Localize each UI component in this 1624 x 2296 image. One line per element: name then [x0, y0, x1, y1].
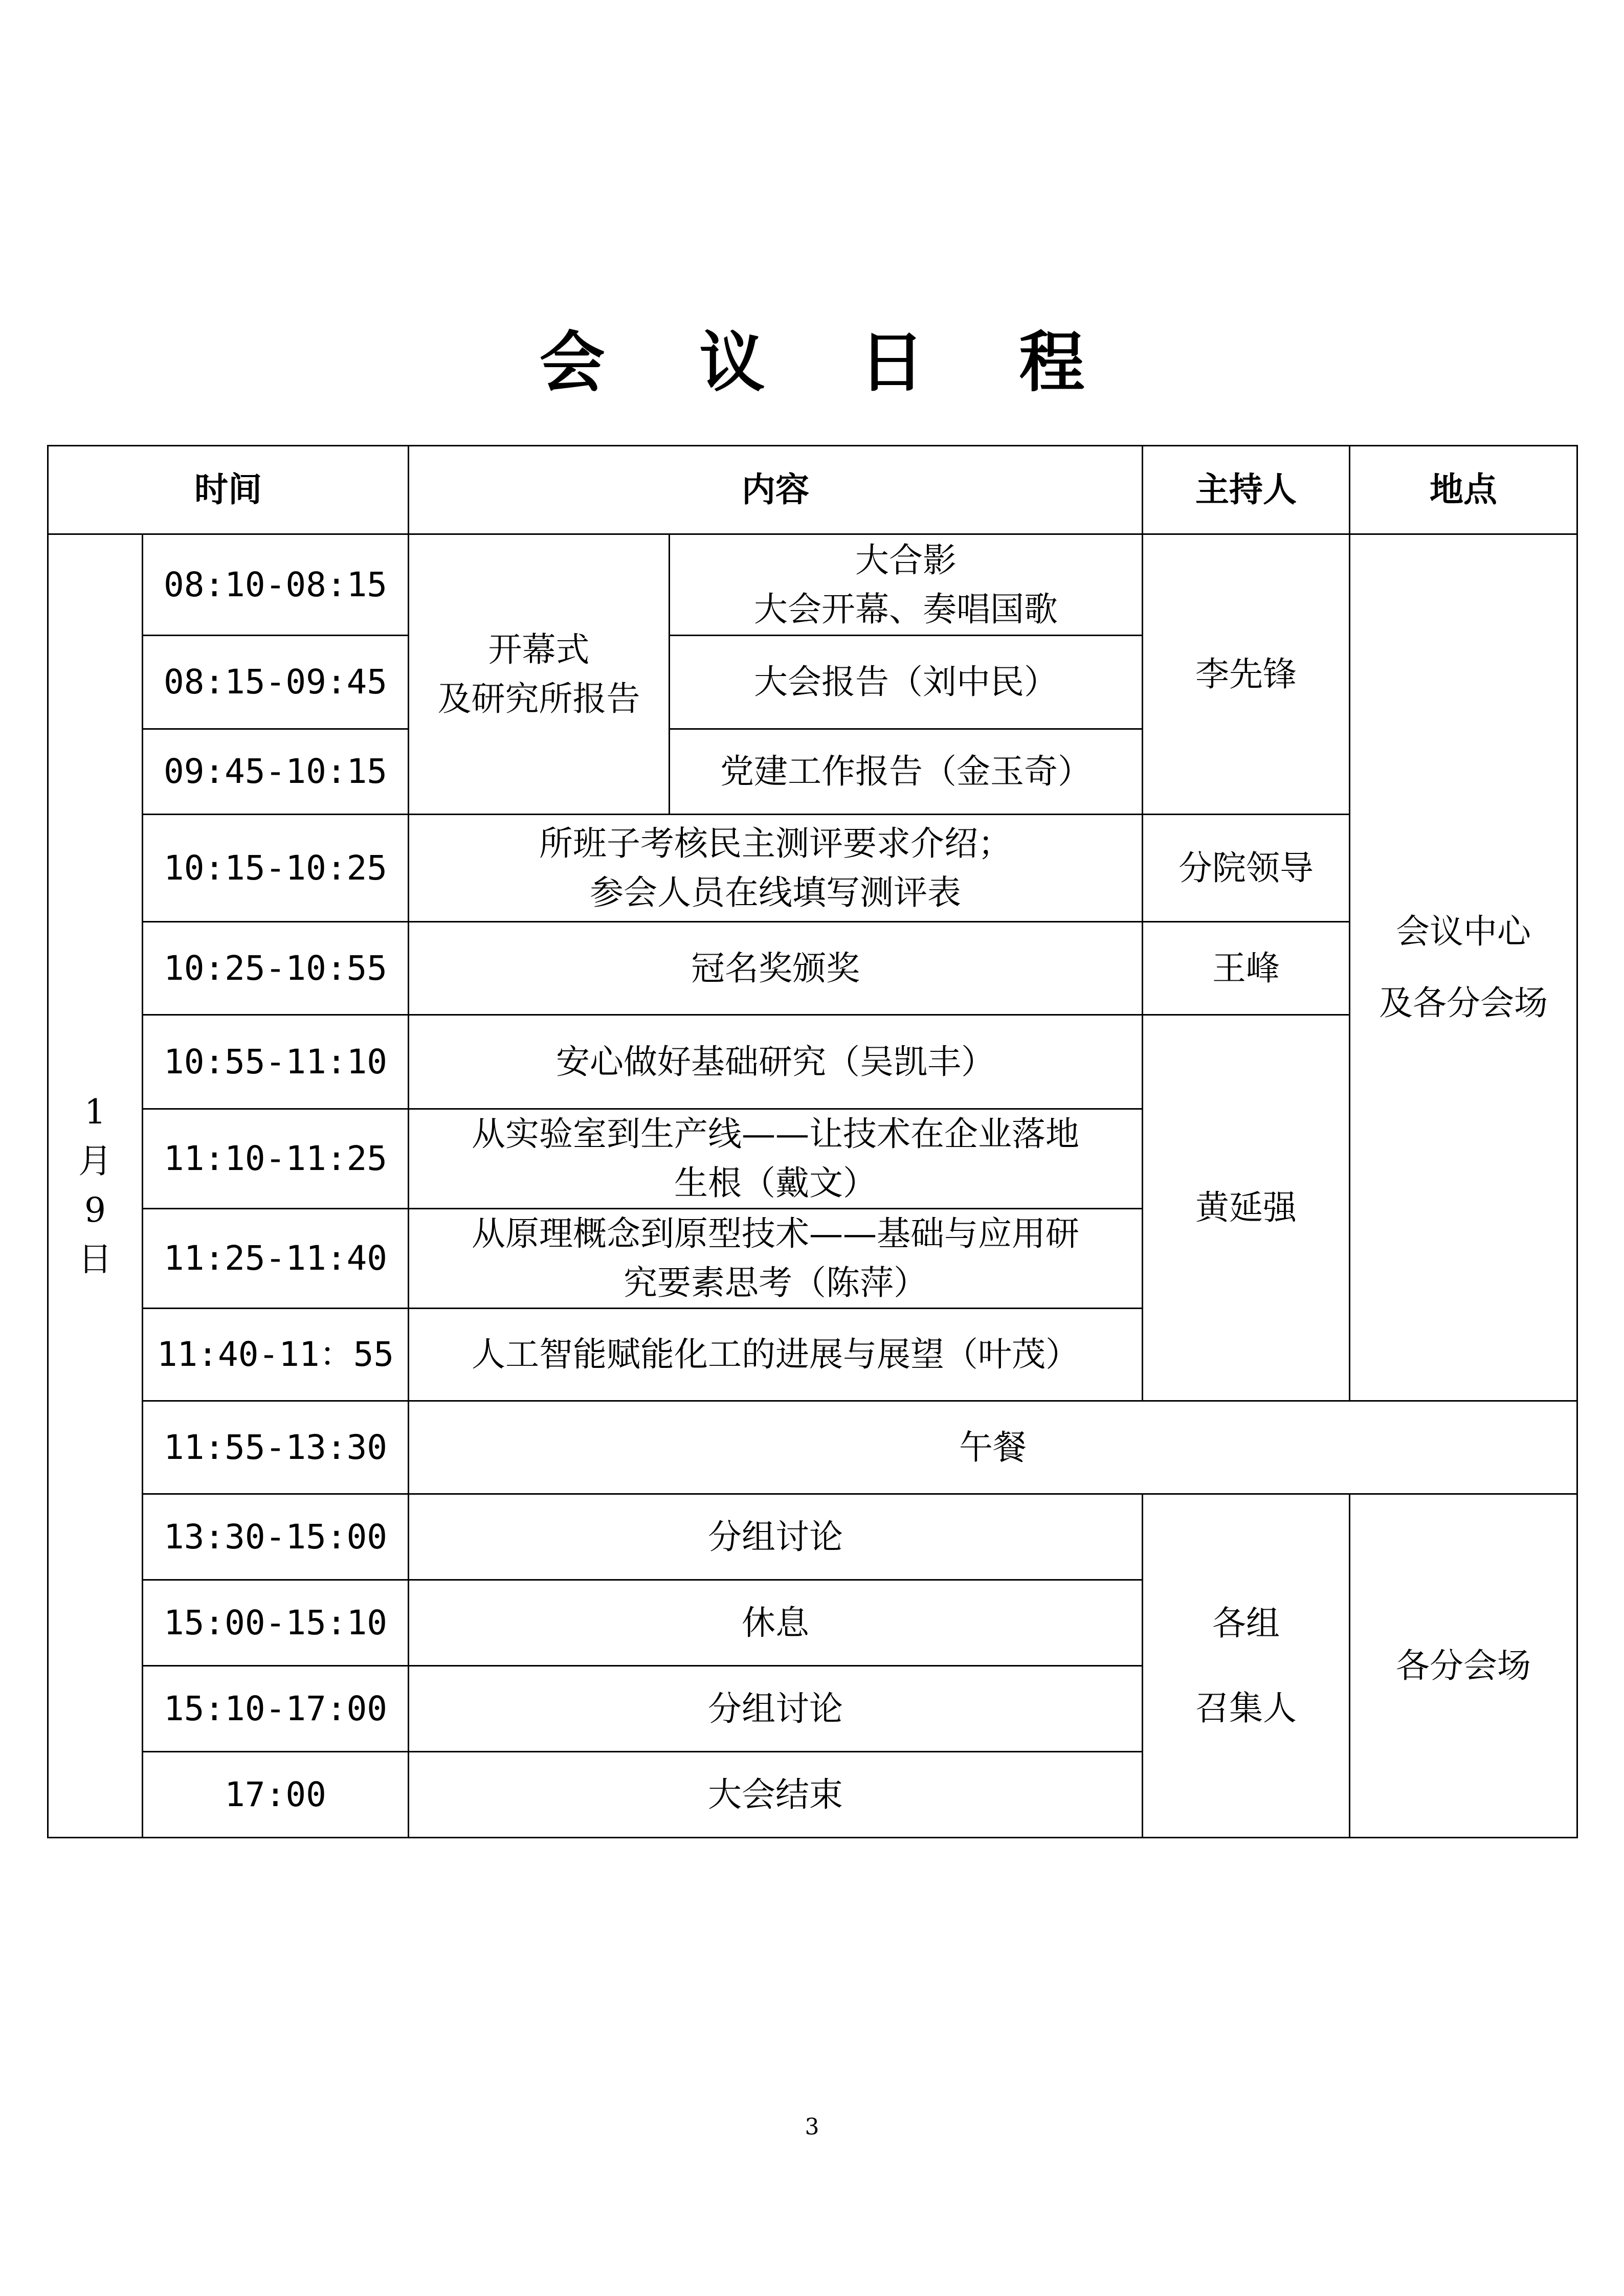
table-row [48, 1015, 1577, 1109]
content-cell: 分组讨论 [409, 1494, 1143, 1580]
header-host: 主持人 [1143, 446, 1350, 534]
header-content: 内容 [409, 446, 1143, 534]
content-cell: 党建工作报告（金玉奇） [670, 729, 1143, 815]
content-cell: 大会报告（刘中民） [670, 636, 1143, 729]
content-cell: 冠名奖颁奖 [409, 922, 1143, 1015]
time-cell: 15:10-17:00 [143, 1666, 409, 1752]
host-cell-award: 王峰 [1143, 922, 1350, 1015]
table-row [48, 534, 1577, 636]
time-cell: 11:25-11:40 [143, 1209, 409, 1309]
time-cell: 13:30-15:00 [143, 1494, 409, 1580]
host-cell-assessment: 分院领导 [1143, 815, 1350, 922]
location-cell-afternoon: 各分会场 [1350, 1494, 1577, 1838]
time-cell: 09:45-10:15 [143, 729, 409, 815]
session-opening-cell: 开幕式 及研究所报告 [409, 534, 670, 815]
content-cell: 分组讨论 [409, 1666, 1143, 1752]
host-cell-reports: 黄延强 [1143, 1015, 1350, 1401]
time-cell: 08:15-09:45 [143, 636, 409, 729]
time-cell: 15:00-15:10 [143, 1580, 409, 1666]
header-location: 地点 [1350, 446, 1577, 534]
table-row [48, 1494, 1577, 1580]
time-cell: 11:10-11:25 [143, 1109, 409, 1209]
date-cell: 1 月 9 日 [48, 534, 143, 1838]
lunch-cell: 午餐 [409, 1401, 1577, 1494]
content-cell: 大合影 大会开幕、奏唱国歌 [670, 534, 1143, 636]
location-cell-morning: 会议中心 及各分会场 [1350, 534, 1577, 1401]
page-title: 会 议 日 程 [539, 325, 1121, 401]
table-row [48, 1401, 1577, 1494]
schedule-table [47, 445, 1578, 1838]
host-cell-afternoon: 各组 召集人 [1143, 1494, 1350, 1838]
content-cell: 大会结束 [409, 1752, 1143, 1838]
table-header-row [48, 446, 1577, 534]
content-cell: 从原理概念到原型技术——基础与应用研 究要素思考（陈萍） [409, 1209, 1143, 1309]
time-cell: 10:15-10:25 [143, 815, 409, 922]
content-cell: 所班子考核民主测评要求介绍； 参会人员在线填写测评表 [409, 815, 1143, 922]
time-cell: 11:55-13:30 [143, 1401, 409, 1494]
time-cell: 10:55-11:10 [143, 1015, 409, 1109]
time-cell: 10:25-10:55 [143, 922, 409, 1015]
header-time: 时间 [48, 446, 409, 534]
content-cell: 人工智能赋能化工的进展与展望（叶茂） [409, 1309, 1143, 1401]
page-number: 3 [805, 2114, 819, 2140]
content-cell: 安心做好基础研究（吴凯丰） [409, 1015, 1143, 1109]
time-cell: 08:10-08:15 [143, 534, 409, 636]
content-cell: 休息 [409, 1580, 1143, 1666]
table-row [48, 922, 1577, 1015]
content-cell: 从实验室到生产线——让技术在企业落地 生根（戴文） [409, 1109, 1143, 1209]
table-row [48, 815, 1577, 922]
host-cell-opening: 李先锋 [1143, 534, 1350, 815]
time-cell: 11:40-11：55 [143, 1309, 409, 1401]
time-cell: 17:00 [143, 1752, 409, 1838]
